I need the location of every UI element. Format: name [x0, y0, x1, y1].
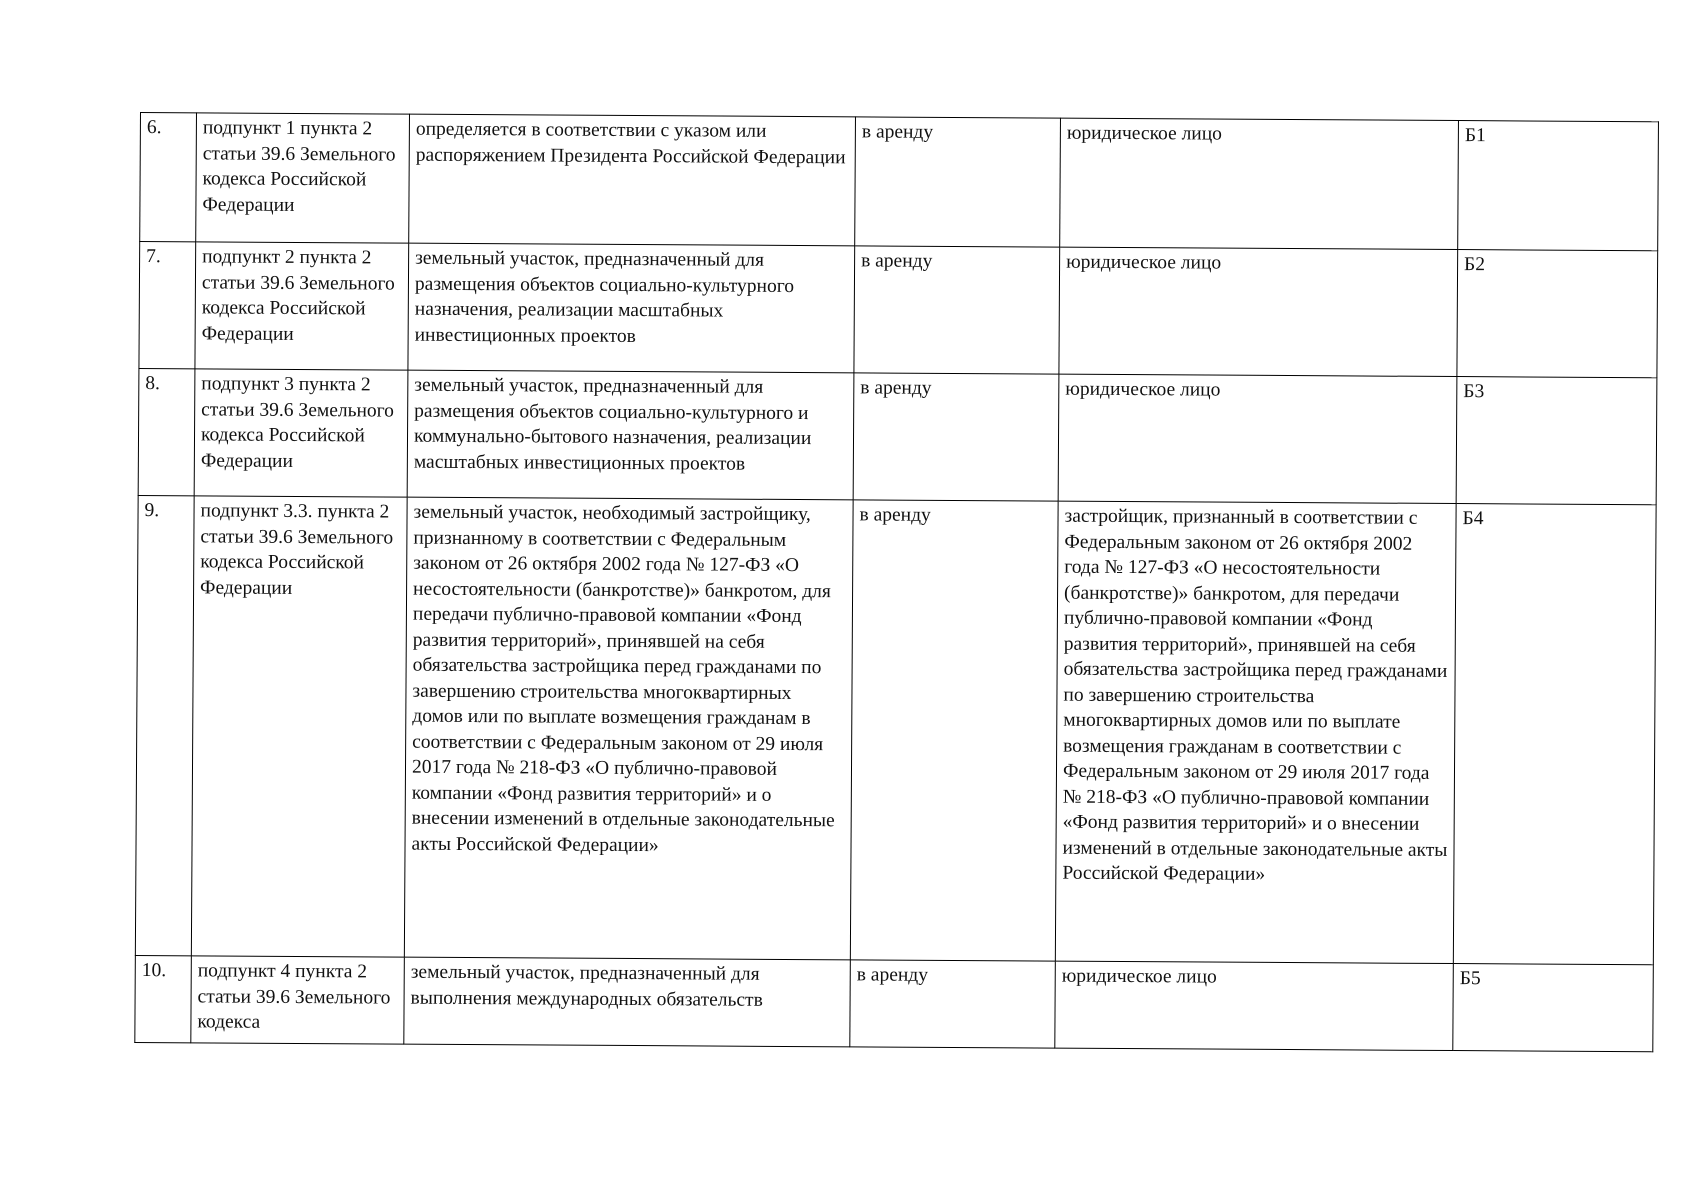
provision-form-cell: в аренду — [850, 500, 1058, 961]
land-object-cell: земельный участок, предназначенный для размещения объектов социально-культурного и коммунально-бытового назначения, реализации масштабных инвестиционных проектов — [407, 370, 854, 500]
code-cell: Б3 — [1456, 377, 1657, 505]
legal-basis-cell: подпункт 1 пункта 2 статьи 39.6 Земельного кодекса Российской Федерации — [196, 113, 410, 243]
table-row — [139, 242, 1658, 378]
row-number: 7. — [139, 242, 196, 369]
land-object-cell: определяется в соответствии с указом или распоряжением Президента Российской Федерации — [409, 114, 856, 246]
legal-basis-cell: подпункт 2 пункта 2 статьи 39.6 Земельного кодекса Российской Федерации — [195, 242, 409, 370]
code-cell: Б1 — [1458, 121, 1659, 251]
row-number: 8. — [138, 368, 195, 495]
applicant-cell: юридическое лицо — [1059, 247, 1458, 376]
code-cell: Б4 — [1453, 504, 1656, 965]
row-number: 9. — [135, 495, 194, 955]
code-cell: Б2 — [1457, 250, 1658, 378]
applicant-cell: застройщик, признанный в соответствии с Федеральным законом от 26 октября 2002 года № 127-ФЗ «О несостоятельности (банкротстве)» банкротом, для передачи публично-правовой компании «Фонд развития территорий», принявшей на себя обязательства застройщика перед гражданами по завершению строительства многоквартирных домов или по выплате возмещения гражданам в соответствии с Федеральным законом от 29 июля 2017 года № 218-ФЗ «О публично-правовой компании «Фонд развития территорий» и о внесении изменений в отдельные законодательные акты Российской Федерации» — [1055, 501, 1456, 963]
land-provision-table — [134, 112, 1659, 1052]
land-object-cell: земельный участок, необходимый застройщику, признанному в соответствии с Федеральным законом от 26 октября 2002 года № 127-ФЗ «О несостоятельности (банкротстве)» банкротом, для передачи публично-правовой компании «Фонд развития территорий», принявшей на себя обязательства застройщика перед гражданами по завершению строительства многоквартирных домов или по выплате возмещения гражданам в соответствии с Федеральным законом от 29 июля 2017 года № 218-ФЗ «О публично-правовой компании «Фонд развития территорий» и о внесении изменений в отдельные законодательные акты Российской Федерации» — [404, 497, 853, 960]
legal-basis-cell: подпункт 3.3. пункта 2 статьи 39.6 Земельного кодекса Российской Федерации — [191, 496, 407, 957]
legal-basis-cell: подпункт 4 пункта 2 статьи 39.6 Земельного кодекса — [191, 956, 405, 1044]
legal-basis-cell: подпункт 3 пункта 2 статьи 39.6 Земельного кодекса Российской Федерации — [194, 369, 408, 497]
applicant-cell: юридическое лицо — [1055, 961, 1454, 1050]
table-row — [135, 955, 1654, 1051]
table-row — [135, 495, 1656, 964]
table-row — [140, 113, 1659, 251]
provision-form-cell: в аренду — [853, 373, 1059, 501]
row-number: 10. — [135, 955, 192, 1042]
table-row — [138, 368, 1657, 504]
provision-form-cell: в аренду — [854, 246, 1060, 374]
provision-form-cell: в аренду — [855, 117, 1061, 247]
code-cell: Б5 — [1453, 964, 1654, 1052]
land-object-cell: земельный участок, предназначенный для выполнения международных обязательств — [404, 957, 851, 1047]
applicant-cell: юридическое лицо — [1060, 118, 1459, 249]
row-number: 6. — [140, 113, 197, 242]
applicant-cell: юридическое лицо — [1058, 374, 1457, 503]
provision-form-cell: в аренду — [850, 960, 1056, 1048]
land-object-cell: земельный участок, предназначенный для размещения объектов социально-культурного назначения, реализации масштабных инвестиционных проектов — [408, 243, 855, 373]
